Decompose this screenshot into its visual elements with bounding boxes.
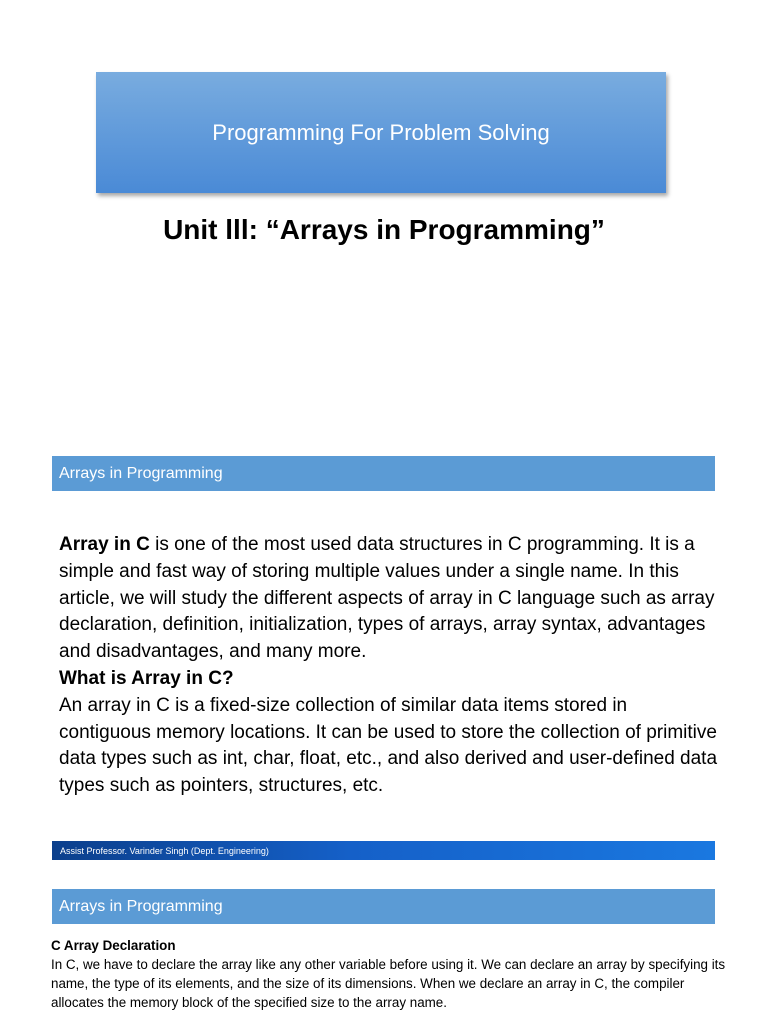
declaration-section <box>51 936 731 1012</box>
declaration-heading <box>51 936 731 955</box>
course-title: Programming For Problem Solving <box>212 119 550 145</box>
author-credit: Assist Professor. Varinder Singh (Dept. Engineering) <box>60 845 269 856</box>
title-banner <box>96 72 666 193</box>
question-text: What is Array in C? <box>59 667 234 689</box>
intro-bold-term: Array in C <box>59 534 150 555</box>
section-header-arrays-2 <box>52 889 715 924</box>
section-header-arrays <box>52 456 715 491</box>
question-heading <box>59 666 719 693</box>
declaration-text: In C, we have to declare the array like any other variable before using it. We can declare an array by specifying its name, the type of its elements, and the size of its dimensions. When we declare an array in C, the compiler allocates the memory block of the specified size to the array name. <box>51 957 726 1010</box>
footer-bar <box>52 841 715 860</box>
unit-title: Unit lll: “Arrays in Programming” <box>163 214 605 245</box>
declaration-heading-text: C Array Declaration <box>51 938 176 953</box>
answer-paragraph: An array in C is a fixed-size collection of similar data items stored in contiguous memory locations. It can be used to store the collection of primitive data types such as int, char, float, etc., and also derived and user-defined data types such as pointers, structures, etc. <box>59 694 718 797</box>
intro-body: is one of the most used data structures in C programming. It is a simple and fast way of storing multiple values under a single name. In this article, we will study the different aspects of array in C language such as array declaration, definition, initialization, types of arrays, array syntax, advantages and disadvantages, and many more. <box>59 534 715 663</box>
section-header-label-2: Arrays in Programming <box>59 897 223 915</box>
array-intro-text <box>59 532 719 800</box>
intro-paragraph <box>59 532 719 666</box>
section-header-label: Arrays in Programming <box>59 464 223 482</box>
